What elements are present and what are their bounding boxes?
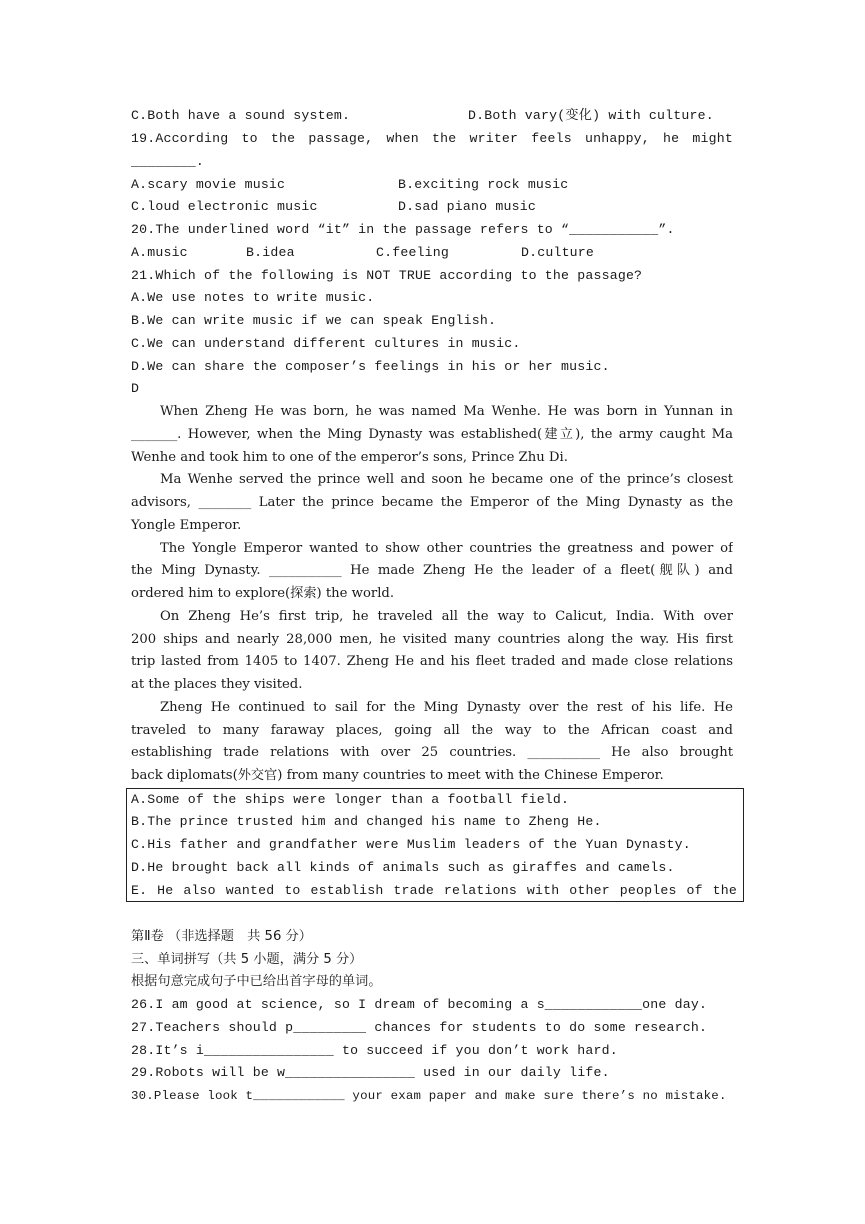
passage-line: Ma Wenhe served the prince well and soon he became one of the prince’s closest [160, 472, 733, 487]
q19-option-d: D.sad piano music [398, 199, 536, 214]
section-d-label: D [131, 381, 140, 396]
option-c: C.His father and grandfather were Muslim leaders of the Yuan Dynasty. [131, 837, 691, 852]
q18-option-c: C.Both have a sound system. [131, 108, 351, 123]
passage-line: the Ming Dynasty. ___________ He made Zheng He the leader of a fleet(舰队) and [131, 563, 733, 578]
passage-line: _______. However, when the Ming Dynasty was established(建立), the army caught Ma [131, 427, 733, 442]
option-d: D.He brought back all kinds of animals such as giraffes and camels. [131, 860, 675, 875]
section-title: 三、单词拼写（共 5 小题，满分 5 分） [131, 952, 363, 967]
passage-line: traveled to many faraway places, going all the way to the African coast and [131, 723, 733, 738]
q19-stem: 19.According to the passage, when the writer feels unhappy, he might [131, 131, 733, 146]
part2-title: 第Ⅱ卷 （非选择题 共 56 分） [131, 929, 312, 944]
q21-stem: 21.Which of the following is NOT TRUE according to the passage? [131, 268, 643, 283]
q19-option-a: A.scary movie music [131, 177, 286, 192]
option-a: A.Some of the ships were longer than a football field. [131, 792, 570, 807]
q19-option-row-1 [131, 176, 733, 194]
q18-option-d: D.Both vary(变化) with culture. [468, 108, 714, 123]
passage-line: back diplomats(外交官) from many countries to meet with the Chinese Emperor. [131, 768, 664, 783]
passage-line: Zheng He continued to sail for the Ming Dynasty over the rest of his life. He [160, 700, 733, 715]
passage-line: 200 ships and nearly 28,000 men, he visited many countries along the way. His first [131, 632, 733, 647]
q20-stem: 20.The underlined word “it” in the passage refers to “___________”. [131, 222, 675, 237]
q21-option-c: C.We can understand different cultures in music. [131, 336, 521, 351]
q20-option-row [131, 244, 733, 262]
passage-line: ordered him to explore(探索) the world. [131, 586, 395, 601]
q19-option-row-2 [131, 198, 733, 216]
passage-line: at the places they visited. [131, 677, 303, 692]
q20-option-d: D.culture [521, 245, 595, 260]
passage-line: When Zheng He was born, he was named Ma Wenhe. He was born in Yunnan in [160, 404, 733, 419]
q20-option-a: A.music [131, 245, 188, 260]
q21-option-b: B.We can write music if we can speak English. [131, 313, 497, 328]
q20-option-b: B.idea [246, 245, 295, 260]
option-b: B.The prince trusted him and changed his name to Zheng He. [131, 814, 602, 829]
q20-option-c: C.feeling [376, 245, 450, 260]
q19-stem-blank: ________. [131, 154, 205, 169]
instruction: 根据句意完成句子中已给出首字母的单词。 [131, 974, 382, 989]
q19-option-c: C.loud electronic music [131, 199, 318, 214]
option-e: E. He also wanted to establish trade relations with other peoples of the [131, 883, 737, 898]
spelling-item: 29.Robots will be w________________ used in our daily life. [131, 1065, 610, 1080]
q21-option-d: D.We can share the composer’s feelings in his or her music. [131, 359, 610, 374]
spelling-item: 27.Teachers should p_________ chances for students to do some research. [131, 1020, 708, 1035]
spelling-item: 30.Please look t____________ your exam paper and make sure there’s no mistake. [131, 1089, 727, 1103]
passage-line: trip lasted from 1405 to 1407. Zheng He and his fleet traded and made close relations [131, 654, 733, 669]
q21-option-a: A.We use notes to write music. [131, 290, 375, 305]
options-box [126, 788, 744, 902]
passage-line: advisors, ________ Later the prince became the Emperor of the Ming Dynasty as the [131, 495, 733, 510]
passage-line: Wenhe and took him to one of the emperor’s sons, Prince Zhu Di. [131, 450, 568, 465]
passage-line: Yongle Emperor. [131, 518, 242, 533]
passage-line: On Zheng He’s first trip, he traveled all the way to Calicut, India. With over [160, 609, 733, 624]
q19-option-b: B.exciting rock music [398, 177, 569, 192]
q18-option-row [131, 107, 733, 125]
spelling-item: 26.I am good at science, so I dream of becoming a s____________one day. [131, 997, 708, 1012]
passage-line: The Yongle Emperor wanted to show other countries the greatness and power of [160, 541, 733, 556]
spelling-item: 28.It’s i________________ to succeed if you don’t work hard. [131, 1043, 618, 1058]
passage-line: establishing trade relations with over 25 countries. ___________ He also brought [131, 745, 733, 760]
